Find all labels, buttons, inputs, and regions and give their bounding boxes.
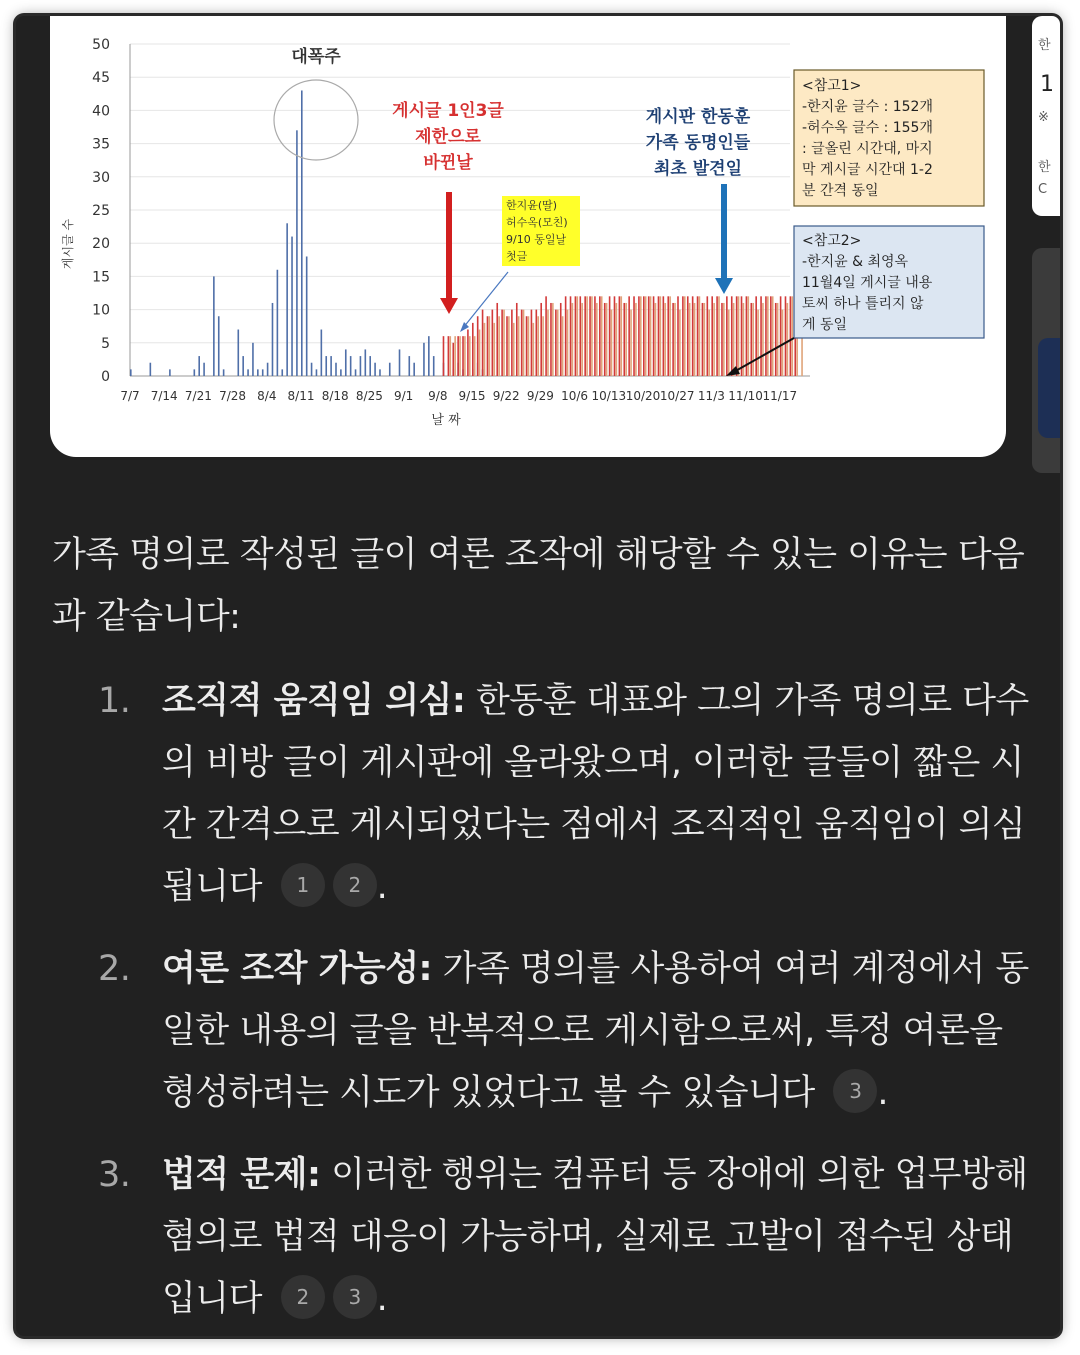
bar-orange <box>469 336 471 376</box>
bar-red <box>623 303 625 376</box>
bar-red <box>765 296 767 376</box>
bar-orange <box>620 296 622 376</box>
bar-red <box>506 316 508 376</box>
item-end: . <box>877 1073 888 1113</box>
bar-red <box>707 296 709 376</box>
ref1-line1: <참고1> <box>802 78 862 94</box>
x-tick-label: 11/3 <box>697 389 725 403</box>
bar-red <box>467 330 469 376</box>
bar-red <box>628 296 630 376</box>
list-number: 2. <box>98 949 131 989</box>
bar-orange <box>777 303 779 376</box>
chat-window <box>16 16 1060 1336</box>
list-item <box>52 670 1042 918</box>
bar-blue <box>277 270 279 376</box>
bar-blue <box>379 369 381 376</box>
bar-orange <box>669 296 671 376</box>
bar-orange <box>787 303 789 376</box>
bar-red <box>672 303 674 376</box>
bar-orange <box>577 296 579 376</box>
bar-red <box>663 296 665 376</box>
bar-blue <box>301 90 303 376</box>
bar-blue <box>350 356 352 376</box>
x-tick-label: 8/4 <box>257 389 277 403</box>
bar-red <box>496 303 498 376</box>
bar-orange <box>606 303 608 376</box>
bar-blue <box>399 349 401 376</box>
bar-blue <box>316 369 318 376</box>
ref2-line1: <참고2> <box>802 233 862 249</box>
bar-orange <box>752 303 754 376</box>
bar-red <box>653 296 655 376</box>
bar-red <box>536 310 538 376</box>
item-colon: : <box>418 949 433 989</box>
spike-circle <box>274 80 358 160</box>
bar-red <box>443 336 445 376</box>
blue-arrow-head <box>715 278 733 294</box>
y-tick-label: 0 <box>101 369 110 385</box>
bar-red <box>726 296 728 376</box>
bar-orange <box>699 296 701 376</box>
bar-orange <box>484 323 486 376</box>
bar-orange <box>616 303 618 376</box>
red-note-line2: 제한으로 <box>415 127 481 147</box>
reference-box-1 <box>794 70 984 206</box>
item-text: 이러한 행위는 컴퓨터 등 장애에 의한 업무방해 혐의로 법적 대응이 가능하며, 실제로 고발이 접수된 상태입니다 <box>162 1155 1028 1319</box>
ref1-line3: -허수옥 글수 : 155개 <box>802 120 933 136</box>
bar-red <box>648 296 650 376</box>
bar-red <box>526 316 528 376</box>
bar-red <box>594 296 596 376</box>
bar-blue <box>408 356 410 376</box>
x-tick-label: 7/7 <box>120 389 140 403</box>
y-tick-label: 35 <box>92 136 110 153</box>
bar-orange <box>479 330 481 376</box>
bar-orange <box>689 303 691 376</box>
bar-red <box>687 296 689 376</box>
bar-blue <box>423 343 425 376</box>
bar-orange <box>728 310 730 376</box>
bar-orange <box>552 303 554 376</box>
bar-blue <box>365 349 367 376</box>
bar-red <box>550 303 552 376</box>
bar-blue <box>369 356 371 376</box>
spike-label: 대폭주 <box>291 47 341 67</box>
x-tick-label: 11/10 <box>728 389 763 403</box>
bar-orange <box>767 296 769 376</box>
bar-blue <box>262 369 264 376</box>
bar-orange <box>791 296 793 376</box>
ref1-line5: 막 게시글 시간대 1-2 <box>802 162 933 178</box>
bar-blue <box>198 356 200 376</box>
ref2-line4: 토씨 하나 틀리지 않 <box>802 296 924 312</box>
bar-orange <box>493 323 495 376</box>
ref1-line2: -한지윤 글수 : 152개 <box>802 99 933 115</box>
bar-red <box>770 296 772 376</box>
bar-orange <box>601 296 603 376</box>
bar-blue <box>335 363 337 376</box>
y-tick-label: 45 <box>92 70 110 87</box>
bar-red <box>482 310 484 376</box>
citation-badge[interactable]: 3 <box>333 1275 377 1319</box>
bar-orange <box>518 316 520 376</box>
bar-red <box>731 296 733 376</box>
side-image-fragment <box>1038 338 1060 438</box>
peek-text-5: C <box>1038 182 1048 197</box>
bar-blue <box>428 336 430 376</box>
bar-orange <box>645 296 647 376</box>
y-tick-label: 25 <box>92 203 110 219</box>
x-tick-label: 9/1 <box>393 389 414 403</box>
bar-red <box>721 303 723 376</box>
y-tick-label: 30 <box>92 169 110 186</box>
red-note-line3: 바뀐날 <box>423 153 473 173</box>
item-colon: : <box>306 1155 321 1195</box>
yellow-note-line1: 한지윤(딸) <box>506 199 558 212</box>
bar-orange <box>557 310 559 376</box>
bar-orange <box>489 316 491 376</box>
bar-red <box>750 303 752 376</box>
bar-blue <box>203 363 205 376</box>
y-tick-label: 15 <box>92 269 110 286</box>
x-tick-label: 7/14 <box>150 389 178 403</box>
x-tick-label: 11/17 <box>762 389 798 403</box>
bar-red <box>452 343 454 376</box>
ref2-line2: -한지윤 & 최영옥 <box>802 254 909 270</box>
bar-orange <box>738 296 740 376</box>
x-axis <box>120 376 810 403</box>
bar-orange <box>537 316 539 376</box>
ref2-line5: 게 동일 <box>802 317 848 333</box>
bar-orange <box>704 303 706 376</box>
x-tick-label: 8/18 <box>321 389 349 403</box>
x-tick-label: 9/29 <box>526 389 554 403</box>
peek-text-3: ※ <box>1038 110 1049 125</box>
bar-orange <box>733 303 735 376</box>
x-tick-label: 9/15 <box>458 389 486 403</box>
x-tick-label: 10/27 <box>659 389 695 403</box>
red-arrow-head <box>440 298 458 314</box>
bar-blue <box>194 369 196 376</box>
bar-orange <box>611 310 613 376</box>
bar-red <box>643 296 645 376</box>
bar-red <box>760 296 762 376</box>
bar-red <box>780 296 782 376</box>
chart-gridlines <box>130 44 790 376</box>
citation-badge[interactable]: 2 <box>333 863 377 907</box>
yellow-note-pointer <box>463 272 508 328</box>
bar-red <box>692 296 694 376</box>
bar-orange <box>660 296 662 376</box>
posts-per-day-chart <box>50 16 1006 457</box>
blue-note-line3: 최초 발견일 <box>653 159 743 179</box>
bar-red <box>584 296 586 376</box>
bar-red <box>579 296 581 376</box>
bar-orange <box>694 303 696 376</box>
bar-blue <box>242 356 244 376</box>
bar-orange <box>674 303 676 376</box>
bar-orange <box>562 316 564 376</box>
bar-orange <box>567 310 569 376</box>
bar-orange <box>679 310 681 376</box>
ref2-line3: 11월4일 게시글 내용 <box>802 275 933 291</box>
bar-orange <box>459 336 461 376</box>
bar-blue <box>311 363 313 376</box>
bar-red <box>785 296 787 376</box>
bar-red <box>555 310 557 376</box>
citation-badge[interactable]: 2 <box>281 1275 325 1319</box>
bar-red <box>540 303 542 376</box>
bar-blue <box>340 369 342 376</box>
bar-blue <box>291 237 293 376</box>
bar-orange <box>630 310 632 376</box>
item-end: . <box>376 1279 388 1319</box>
bar-orange <box>474 336 476 376</box>
bar-blue <box>286 223 288 376</box>
bar-red <box>575 296 577 376</box>
bar-red <box>741 296 743 376</box>
bar-blue <box>389 363 391 376</box>
bar-orange <box>757 310 759 376</box>
bar-blue <box>330 356 332 376</box>
blue-note-line2: 가족 동명인들 <box>645 133 751 153</box>
bar-blue <box>223 369 225 376</box>
bar-orange <box>640 296 642 376</box>
blue-arrow-annotation <box>646 106 751 294</box>
bar-red <box>477 316 479 376</box>
item-title: 조직적 움직임 의심 <box>162 681 452 721</box>
bar-orange <box>635 303 637 376</box>
bar-red <box>736 296 738 376</box>
bar-blue <box>345 349 347 376</box>
bar-blue <box>252 343 254 376</box>
bar-red <box>457 336 459 376</box>
x-tick-label: 10/13 <box>591 389 627 403</box>
bar-blue <box>360 356 362 376</box>
blue-note-line1: 게시판 한동훈 <box>645 107 751 127</box>
peek-text-2: 1 <box>1040 72 1054 97</box>
bar-orange <box>572 303 574 376</box>
bar-blue <box>272 303 274 376</box>
list-number: 3. <box>98 1155 131 1195</box>
y-axis-label: 게시글 수 <box>61 218 75 270</box>
bar-red <box>462 336 464 376</box>
bar-red <box>565 296 567 376</box>
bar-blue <box>213 276 215 376</box>
item-colon: : <box>451 681 466 721</box>
x-tick-label: 7/21 <box>184 389 212 403</box>
y-tick-label: 40 <box>92 103 110 120</box>
x-tick-label: 9/8 <box>428 389 448 403</box>
bar-red <box>677 296 679 376</box>
bar-orange <box>449 336 451 376</box>
bar-red <box>702 303 704 376</box>
yellow-note-line3: 9/10 동일날 <box>506 233 567 246</box>
bar-red <box>545 296 547 376</box>
bar-orange <box>655 303 657 376</box>
bar-red <box>682 296 684 376</box>
bar-orange <box>743 303 745 376</box>
bar-red <box>609 296 611 376</box>
x-axis-label: 날 짜 <box>431 413 461 428</box>
ref1-line6: 분 간격 동일 <box>802 183 879 199</box>
peek-text-1: 한 <box>1038 38 1051 53</box>
x-tick-label: 10/20 <box>625 389 661 403</box>
bar-red <box>511 310 513 376</box>
bar-orange <box>708 310 710 376</box>
side-image-peek[interactable] <box>1032 248 1060 473</box>
bar-red <box>716 296 718 376</box>
bar-orange <box>528 316 530 376</box>
list-item <box>52 938 1042 1124</box>
bar-blue <box>296 130 298 376</box>
bar-blue <box>281 369 283 376</box>
bar-orange <box>782 310 784 376</box>
bar-orange <box>508 316 510 376</box>
bar-orange <box>772 296 774 376</box>
bar-red <box>604 303 606 376</box>
bar-blue <box>130 369 132 376</box>
item-text: 가족 명의를 사용하여 여러 계정에서 동일한 내용의 글을 반복적으로 게시함으로써, 특정 여론을 형성하려는 시도가 있었다고 볼 수 있습니다 <box>162 949 1029 1113</box>
bar-red <box>531 310 533 376</box>
x-tick-label: 8/11 <box>287 389 315 403</box>
item-text: 한동훈 대표와 그의 가족 명의로 다수의 비방 글이 게시판에 올라왔으며, 이러한 글들이 짧은 시간 간격으로 게시되었다는 점에서 조직적인 움직임이 의심됩니다 <box>162 681 1029 907</box>
bar-orange <box>503 310 505 376</box>
bar-blue <box>374 363 376 376</box>
peek-text-4: 한 <box>1038 160 1051 175</box>
bar-blue <box>433 356 435 376</box>
bar-orange <box>523 310 525 376</box>
bar-orange <box>650 296 652 376</box>
yellow-note <box>460 196 580 332</box>
bar-red <box>711 296 713 376</box>
bar-red <box>755 296 757 376</box>
item-title: 여론 조작 가능성 <box>162 949 419 989</box>
bar-orange <box>596 303 598 376</box>
bar-blue <box>218 316 220 376</box>
bar-red <box>570 296 572 376</box>
ref1-line4: : 글올린 시간대, 마지 <box>802 141 933 157</box>
citation-badge[interactable]: 3 <box>833 1069 877 1113</box>
bar-orange <box>533 323 535 376</box>
bar-orange <box>762 303 764 376</box>
bar-blue <box>325 356 327 376</box>
red-arrow-annotation <box>392 100 504 314</box>
bar-red <box>487 316 489 376</box>
bar-orange <box>454 336 456 376</box>
bar-orange <box>547 310 549 376</box>
bar-red <box>638 296 640 376</box>
bar-orange <box>664 303 666 376</box>
bar-orange <box>723 303 725 376</box>
list-item <box>52 1144 1042 1330</box>
y-tick-label: 50 <box>92 37 110 53</box>
item-end: . <box>376 867 388 907</box>
red-arrow-shaft <box>446 192 452 298</box>
bar-orange <box>513 323 515 376</box>
red-note-line1: 게시글 1인3글 <box>392 101 504 121</box>
yellow-note-line2: 허수옥(모친) <box>506 216 568 229</box>
bar-orange <box>581 303 583 376</box>
chart-image-card[interactable] <box>50 16 1006 457</box>
bar-red <box>614 296 616 376</box>
bar-red <box>599 296 601 376</box>
bar-red <box>448 336 450 376</box>
item-title: 법적 문제 <box>162 1155 307 1195</box>
bar-blue <box>150 363 152 376</box>
list-number: 1. <box>98 681 131 721</box>
bar-red <box>589 296 591 376</box>
x-tick-label: 10/6 <box>561 389 589 403</box>
bar-red <box>697 296 699 376</box>
y-axis <box>92 37 130 385</box>
bar-blue <box>169 369 171 376</box>
bar-red <box>501 310 503 376</box>
bar-orange <box>586 296 588 376</box>
reason-list <box>52 670 1042 1330</box>
bar-blue <box>257 369 259 376</box>
x-tick-label: 9/22 <box>492 389 520 403</box>
bar-orange <box>718 296 720 376</box>
bar-red <box>790 296 792 376</box>
bar-blue <box>267 363 269 376</box>
bar-red <box>492 310 494 376</box>
bar-orange <box>591 296 593 376</box>
bar-orange <box>713 303 715 376</box>
blue-arrow-shaft <box>721 184 727 278</box>
bar-blue <box>306 256 308 376</box>
bar-red <box>775 303 777 376</box>
y-tick-label: 10 <box>92 302 110 319</box>
bar-red <box>560 303 562 376</box>
answer-text <box>52 524 1042 1336</box>
x-tick-label: 8/25 <box>355 389 383 403</box>
bar-blue <box>247 369 249 376</box>
bar-orange <box>684 296 686 376</box>
bar-orange <box>498 316 500 376</box>
bar-red <box>472 323 474 376</box>
bar-blue <box>237 330 239 376</box>
bar-blue <box>321 330 323 376</box>
reference-box-2 <box>726 226 984 376</box>
bar-red <box>619 296 621 376</box>
intro-paragraph: 가족 명의로 작성된 글이 여론 조작에 해당할 수 있는 이유는 다음과 같습니다: <box>52 535 1025 637</box>
bar-red <box>516 303 518 376</box>
y-tick-label: 20 <box>92 236 110 253</box>
bar-blue <box>413 363 415 376</box>
bar-red <box>667 296 669 376</box>
bar-red <box>521 310 523 376</box>
bar-orange <box>542 316 544 376</box>
bar-red <box>658 296 660 376</box>
bar-blue <box>355 369 357 376</box>
side-panel-peek[interactable] <box>1032 16 1060 216</box>
bar-orange <box>625 303 627 376</box>
y-tick-label: 5 <box>101 335 110 352</box>
yellow-note-line4: 첫글 <box>506 250 528 263</box>
citation-badge[interactable]: 1 <box>281 863 325 907</box>
x-tick-label: 7/28 <box>219 389 247 403</box>
bar-orange <box>464 336 466 376</box>
bar-red <box>633 296 635 376</box>
